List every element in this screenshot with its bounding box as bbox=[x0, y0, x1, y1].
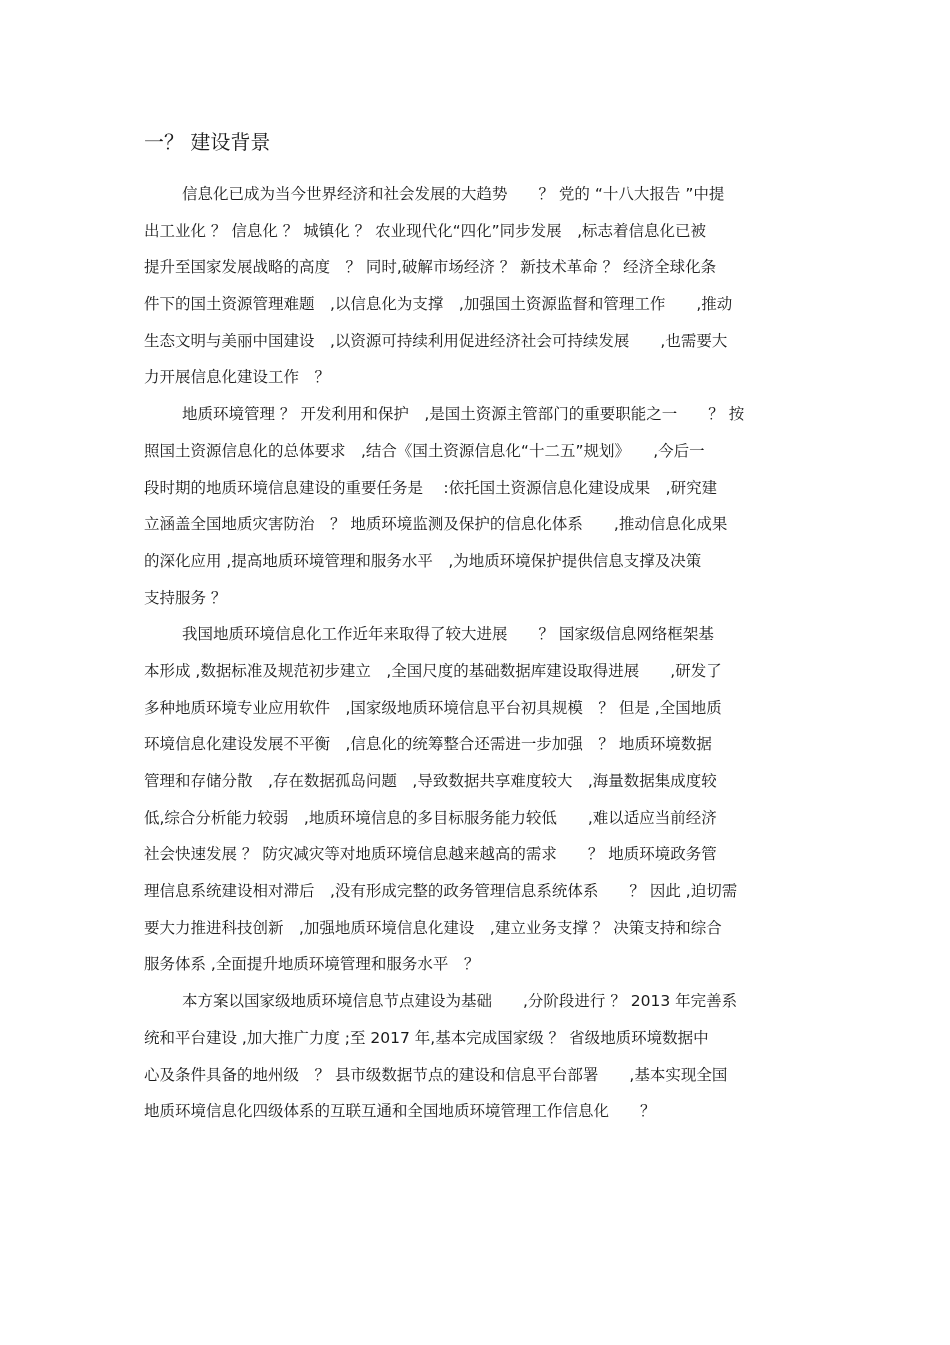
paragraph-line: 地质环境管理 ？ 开发利用和保护 ,是国土资源主管部门的重要职能之一 ？ 按 bbox=[182, 405, 745, 424]
paragraph-line: 信息化已成为当今世界经济和社会发展的大趋势 ？ 党的 “十八大报告 ”中提 bbox=[182, 185, 725, 203]
paragraph-line: 出工业化 ？ 信息化 ？ 城镇化 ？ 农业现代化“四化”同步发展 ,标志着信息化已被 bbox=[144, 221, 707, 240]
paragraph-line: 照国土资源信息化的总体要求 ,结合《国土资源信息化“十二五”规划》 ,今后一 bbox=[144, 441, 705, 460]
paragraph-line: 多种地质环境专业应用软件 ,国家级地质环境信息平台初具规模 ？ 但是 ,全国地质 bbox=[144, 698, 722, 717]
paragraph-line: 本方案以国家级地质环境信息节点建设为基础 ,分阶段进行 ？ 2013 年完善系 bbox=[182, 992, 738, 1011]
paragraph-line: 管理和存储分散 ,存在数据孤岛问题 ,导致数据共享难度较大 ,海量数据集成度较 bbox=[144, 772, 717, 790]
paragraph-line: 件下的国土资源管理难题 ,以信息化为支撑 ,加强国土资源监督和管理工作 ,推动 bbox=[144, 295, 733, 314]
paragraph-line: 服务体系 ,全面提升地质环境管理和服务水平 ？ bbox=[144, 955, 480, 974]
paragraph-line: 我国地质环境信息化工作近年来取得了较大进展 ？ 国家级信息网络框架基 bbox=[182, 625, 714, 644]
paragraph-line: 的深化应用 ,提高地质环境管理和服务水平 ,为地质环境保护提供信息支撑及决策 bbox=[144, 551, 702, 570]
paragraph-line: 力开展信息化建设工作 ？ bbox=[144, 368, 331, 387]
paragraph-line: 立涵盖全国地质灾害防治 ？ 地质环境监测及保护的信息化体系 ,推动信息化成果 bbox=[144, 515, 728, 534]
paragraph-line: 理信息系统建设相对滞后 ,没有形成完整的政务管理信息系统体系 ？ 因此 ,迫切需 bbox=[144, 882, 738, 901]
paragraph-line: 段时期的地质环境信息建设的重要任务是 :依托国土资源信息化建设成果 ,研究建 bbox=[144, 478, 718, 497]
paragraph-line: 环境信息化建设发展不平衡 ,信息化的统筹整合还需进一步加强 ？ 地质环境数据 bbox=[144, 735, 712, 754]
section-body bbox=[144, 176, 808, 1130]
paragraph-line: 提升至国家发展战略的高度 ？ 同时,破解市场经济 ？ 新技术革命 ？ 经济全球化条 bbox=[144, 258, 717, 277]
paragraph bbox=[144, 396, 808, 616]
section-heading: 一？ 建设背景 bbox=[144, 130, 271, 154]
paragraph-line: 生态文明与美丽中国建设 ,以资源可持续利用促进经济社会可持续发展 ,也需要大 bbox=[144, 331, 728, 350]
paragraph-line: 社会快速发展 ？ 防灾减灾等对地质环境信息越来越高的需求 ？ 地质环境政务管 bbox=[144, 845, 717, 864]
paragraph bbox=[144, 983, 808, 1130]
paragraph-line: 低,综合分析能力较弱 ,地质环境信息的多目标服务能力较低 ,难以适应当前经济 bbox=[144, 808, 717, 827]
paragraph-line: 地质环境信息化四级体系的互联互通和全国地质环境管理工作信息化 ？ bbox=[144, 1102, 656, 1121]
paragraph-line: 要大力推进科技创新 ,加强地质环境信息化建设 ,建立业务支撑 ？ 决策支持和综合 bbox=[144, 918, 722, 937]
paragraph-line: 本形成 ,数据标准及规范初步建立 ,全国尺度的基础数据库建设取得进展 ,研发了 bbox=[144, 661, 722, 680]
paragraph-line: 心及条件具备的地州级 ？ 县市级数据节点的建设和信息平台部署 ,基本实现全国 bbox=[144, 1065, 728, 1084]
paragraph-line: 支持服务 ？ bbox=[144, 588, 227, 607]
paragraph-line: 统和平台建设 ,加大推广力度 ;至 2017 年,基本完成国家级 ？ 省级地质环境数据中 bbox=[144, 1028, 709, 1047]
paragraph bbox=[144, 616, 808, 983]
paragraph bbox=[144, 176, 808, 396]
